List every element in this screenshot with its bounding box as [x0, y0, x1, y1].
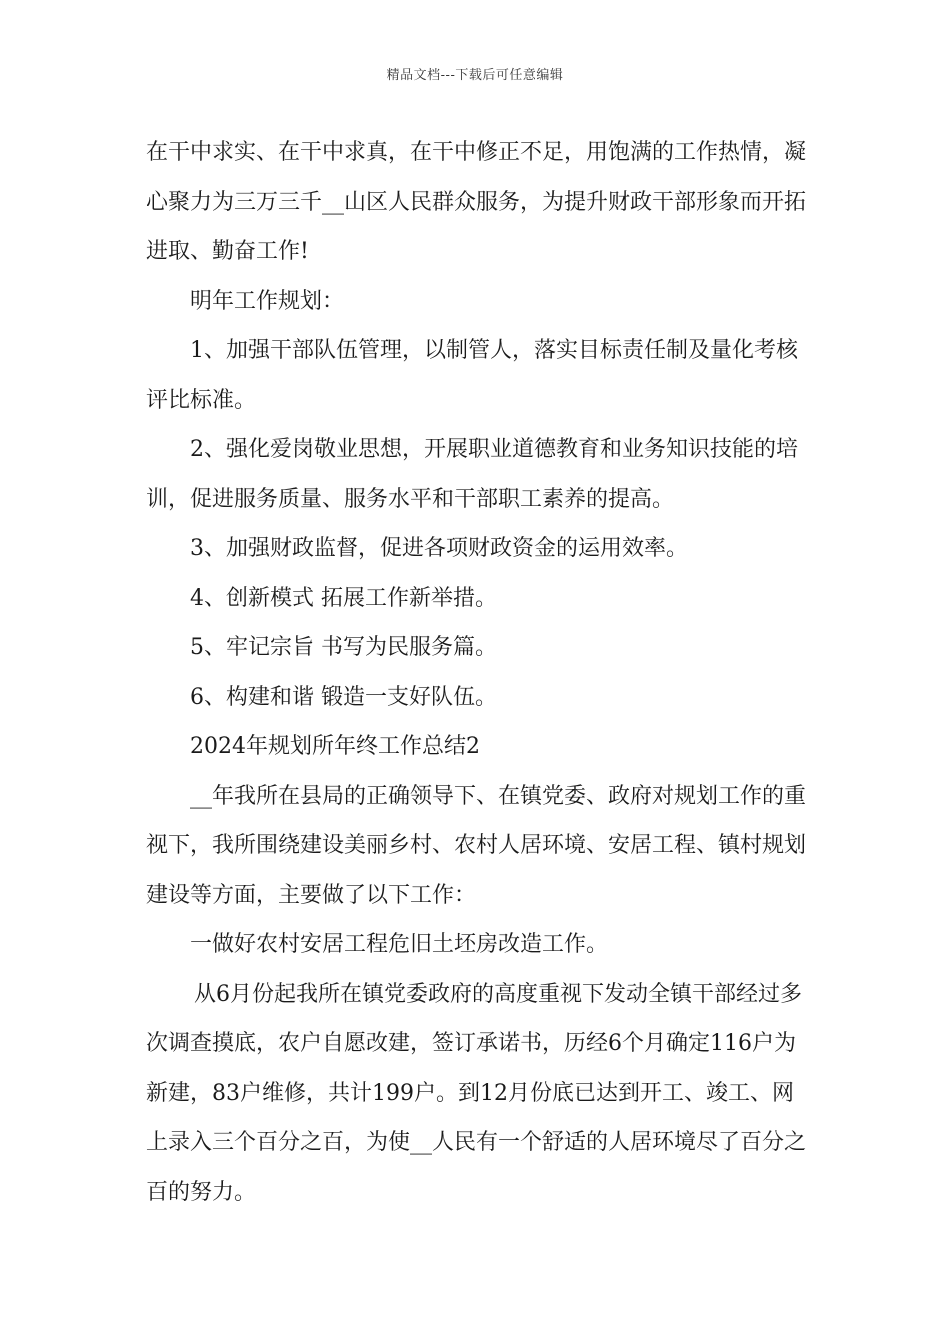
paragraph: 在干中求实、在干中求真，在干中修正不足，用饱满的工作热情，凝心聚力为三万三千__山区人民群众服务，为提升财政干部形象而开拓进取、勤奋工作!	[146, 140, 807, 264]
section-title: 2024年规划所年终工作总结2	[190, 734, 480, 759]
list-item: 6、构建和谐 锻造一支好队伍。	[190, 684, 497, 710]
document-body	[146, 128, 814, 1217]
paragraph: __年我所在县局的正确领导下、在镇党委、政府对规划工作的重视下，我所围绕建设美丽乡村、农村人居环境、安居工程、镇村规划建设等方面，主要做了以下工作：	[146, 783, 807, 908]
list-item: 5、牢记宗旨 书写为民服务篇。	[190, 635, 497, 660]
subsection-heading: 一做好农村安居工程危旧土坯房改造工作。	[190, 932, 609, 957]
list-item: 4、创新模式 拓展工作新举措。	[190, 585, 497, 611]
list-item: 2、强化爱岗敬业思想，开展职业道德教育和业务知识技能的培训，促进服务质量、服务水平和干部职工素养的提高。	[146, 437, 798, 512]
list-item: 3、加强财政监督，促进各项财政资金的运用效率。	[190, 536, 688, 561]
section-heading: 明年工作规划：	[190, 288, 345, 314]
paragraph: 从6月份起我所在镇党委政府的高度重视下发动全镇干部经过多次调查摸底，农户自愿改建，签订承诺书，历经6个月确定116户为新建，83户维修，共计199户。到12月份底已达到开工、竣工、网上录入三个百分之百，为使__人民有一个舒适的人居环境尽了百分之百的努力。	[146, 981, 807, 1205]
page-header: 精品文档---下载后可任意编辑	[386, 68, 564, 83]
list-item: 1、加强干部队伍管理，以制管人，落实目标责任制及量化考核评比标准。	[146, 338, 798, 413]
